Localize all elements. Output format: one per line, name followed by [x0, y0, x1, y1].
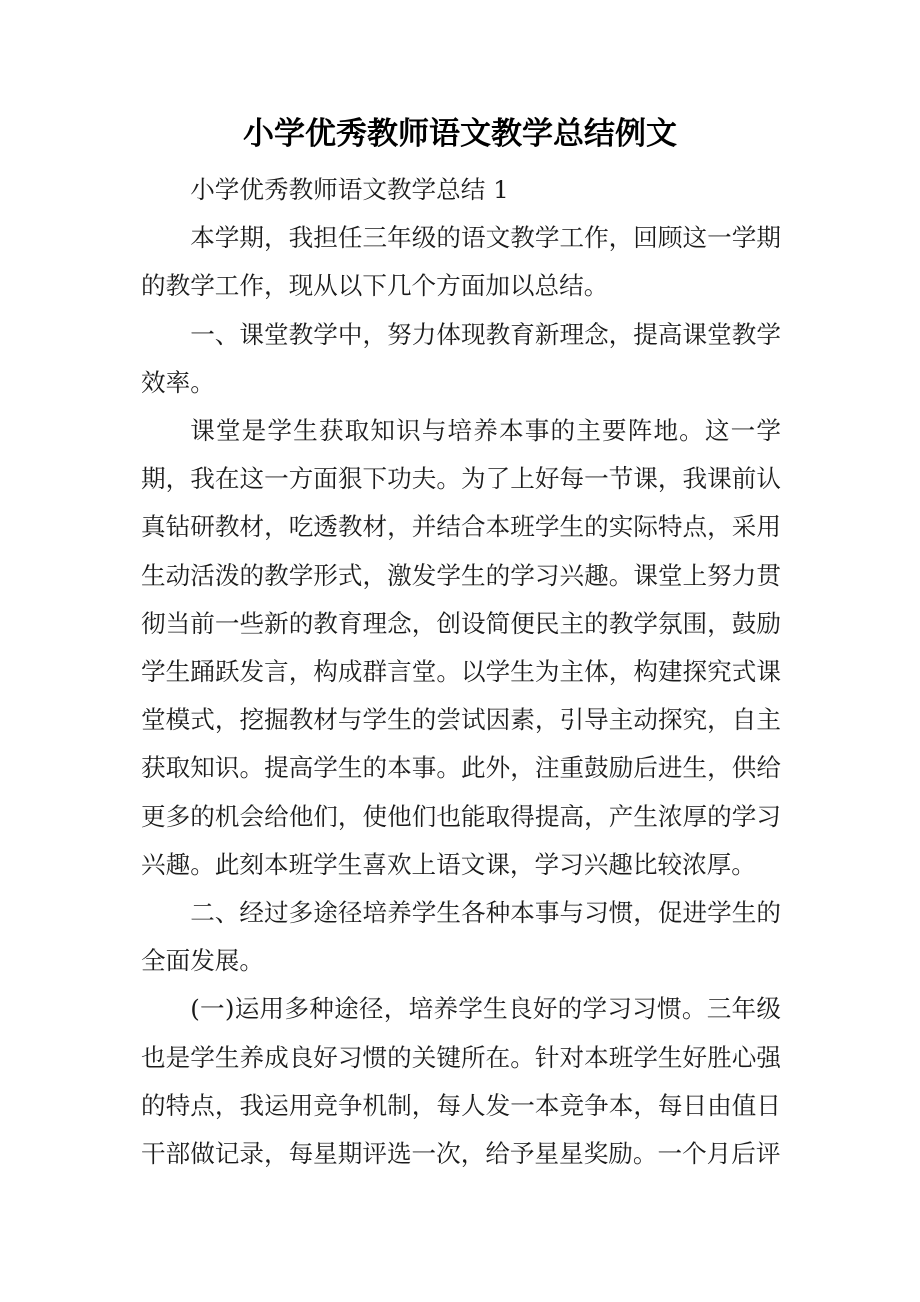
- document-title: 小学优秀教师语文教学总结例文: [243, 116, 677, 152]
- paragraph-heading-two: 二、经过多途径培养学生各种本事与习惯，促进学生的全面发展。: [141, 898, 781, 976]
- paragraph-classroom: 课堂是学生获取知识与培养本事的主要阵地。这一学期，我在这一方面狠下功夫。为了上好每一节课，我课前认真钻研教材，吃透教材，并结合本班学生的实际特点，采用生动活泼的教学形式，激发学生的学习兴趣。课堂上努力贯彻当前一些新的教育理念，创设简便民主的教学氛围，鼓励学生踊跃发言，构成群言堂。以学生为主体，构建探究式课堂模式，挖掘教材与学生的尝试因素，引导主动探究，自主获取知识。提高学生的本事。此外，注重鼓励后进生，供给更多的机会给他们，使他们也能取得提高，产生浓厚的学习兴趣。此刻本班学生喜欢上语文课，学习兴趣比较浓厚。: [141, 416, 781, 879]
- paragraph-habits: (一)运用多种途径，培养学生良好的学习习惯。三年级也是学生养成良好习惯的关键所在。针对本班学生好胜心强的特点，我运用竞争机制，每人发一本竞争本，每日由值日干部做记录，每星期评选一次，给予星星奖励。一个月后评: [141, 994, 781, 1169]
- document-body: [141, 166, 781, 1178]
- paragraph-heading-one: 一、课堂教学中，努力体现教育新理念，提高课堂教学效率。: [141, 319, 781, 397]
- paragraph-subtitle: 小学优秀教师语文教学总结 1: [190, 175, 509, 204]
- paragraph-intro: 本学期，我担任三年级的语文教学工作，回顾这一学期的教学工作，现从以下几个方面加以总结。: [141, 223, 781, 301]
